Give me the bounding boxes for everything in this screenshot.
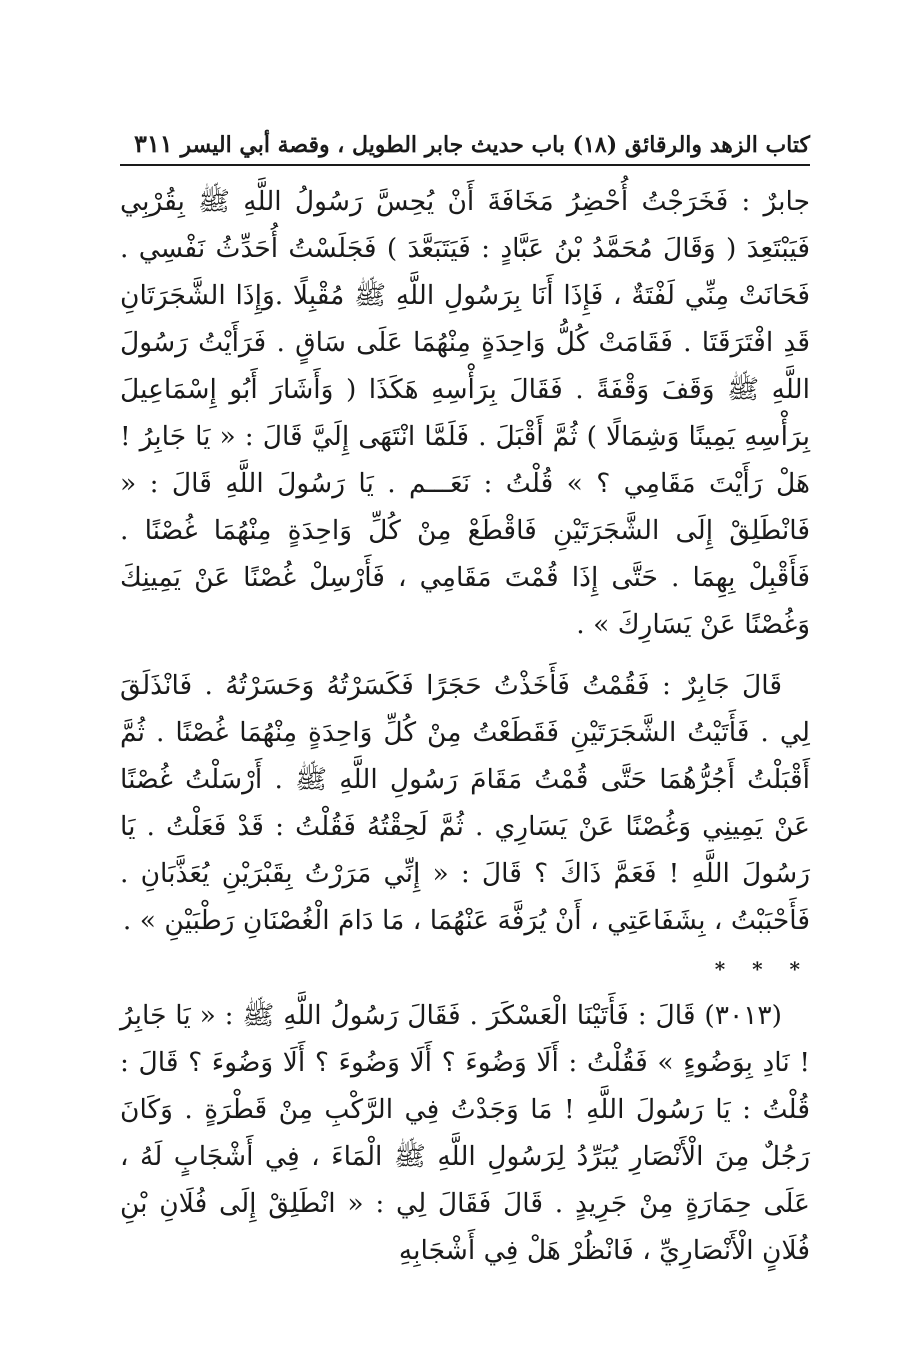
book-page xyxy=(120,118,810,1268)
page-number: ٣١١ xyxy=(134,129,173,158)
paragraph-2: قَالَ جَابِرٌ : فَقُمْتُ فَأَخَذْتُ حَجَرًا فَكَسَرْتُهُ وَحَسَرْتُهُ . فَانْذَلَقَ لِي . فَأَتَيْتُ الشَّجَرَتَيْنِ فَقَطَعْتُ مِنْ كُلِّ وَاحِدَةٍ مِنْهُمَا غُصْنًا . ثُمَّ أَقْبَلْتُ أَجُرُّهُمَا حَتَّى قُمْتُ مَقَامَ رَسُولِ اللَّهِ ﷺ . أَرْسَلْتُ غُصْنًا عَنْ يَمِينِي وَغُصْنًا عَنْ يَسَارِي . ثُمَّ لَحِقْتُهُ فَقُلْتُ : قَدْ فَعَلْتُ . يَا رَسُولَ اللَّهِ ! فَعَمَّ ذَاكَ ؟ قَالَ : « إِنِّي مَرَرْتُ بِقَبْرَيْنِ يُعَذَّبَانِ . فَأَحْبَبْتُ ، بِشَفَاعَتِي ، أَنْ يُرَفَّهَ عَنْهُمَا ، مَا دَامَ الْغُصْنَانِ رَطْبَيْنِ » . xyxy=(120,670,810,936)
header-title: كتاب الزهد والرقائق (١٨) باب حديث جابر الطويل ، وقصة أبي اليسر xyxy=(180,132,810,158)
body-text xyxy=(120,178,810,1274)
paragraph-1: جابرٌ : فَخَرَجْتُ أُحْضِرُ مَخَافَةَ أَنْ يُحِسَّ رَسُولُ اللَّهِ ﷺ بِقُرْبِي فَيَبْتَعِدَ ( وَقَالَ مُحَمَّدُ بْنُ عَبَّادٍ : فَيَتَبَعَّدَ ) فَجَلَسْتُ أُحَدِّثُ نَفْسِي . فَحَانَتْ مِنِّي لَفْتَةٌ ، فَإِذَا أَنَا بِرَسُولِ اللَّهِ ﷺ مُقْبِلًا .وَإِذَا الشَّجَرَتَانِ قَدِ افْتَرَقَتَا . فَقَامَتْ كُلُّ وَاحِدَةٍ مِنْهُمَا عَلَى سَاقٍ . فَرَأَيْتُ رَسُولَ اللَّهِ ﷺ وَقَفَ وَقْفَةً . فَقَالَ بِرَأْسِهِ هَكَذَا ( وَأَشَارَ أَبُو إِسْمَاعِيلَ بِرَأْسِهِ يَمِينًا وَشِمَالًا ) ثُمَّ أَقْبَلَ . فَلَمَّا انْتَهَى إِلَيَّ قَالَ : « يَا جَابِرُ ! هَلْ رَأَيْتَ مَقَامِي ؟ » قُلْتُ : نَعَـــم . يَا رَسُولَ اللَّهِ قَالَ : « فَانْطَلِقْ إِلَى الشَّجَرَتَيْنِ فَاقْطَعْ مِنْ كُلِّ وَاحِدَةٍ مِنْهُمَا غُصْنًا . فَأَقْبِلْ بِهِمَا . حَتَّى إِذَا قُمْتَ مَقَامِي ، فَأَرْسِلْ غُصْنًا عَنْ يَمِينِكَ وَغُصْنًا عَنْ يَسَارِكَ » . xyxy=(120,186,810,640)
running-header xyxy=(120,118,810,166)
section-separator: * * * xyxy=(714,957,810,981)
paragraph-3: (٣٠١٣) قَالَ : فَأَتَيْنَا الْعَسْكَرَ . فَقَالَ رَسُولُ اللَّهِ ﷺ : « يَا جَابِرُ ! نَادِ بِوَضُوءٍ » فَقُلْتُ : أَلَا وَضُوءَ ؟ أَلَا وَضُوءَ ؟ أَلَا وَضُوءَ ؟ قَالَ : قُلْتُ : يَا رَسُولَ اللَّهِ ! مَا وَجَدْتُ فِي الرَّكْبِ مِنْ قَطْرَةٍ . وَكَانَ رَجُلٌ مِنَ الْأَنْصَارِ يُبَرِّدُ لِرَسُولِ اللَّهِ ﷺ الْمَاءَ ، فِي أَشْجَابٍ لَهُ ، عَلَى حِمَارَةٍ مِنْ جَرِيدٍ . قَالَ فَقَالَ لِي : « انْطَلِقْ إِلَى فُلَانِ بْنِ فُلَانٍ الْأَنْصَارِيِّ ، فَانْظُرْ هَلْ فِي أَشْجَابِهِ xyxy=(120,1000,810,1266)
